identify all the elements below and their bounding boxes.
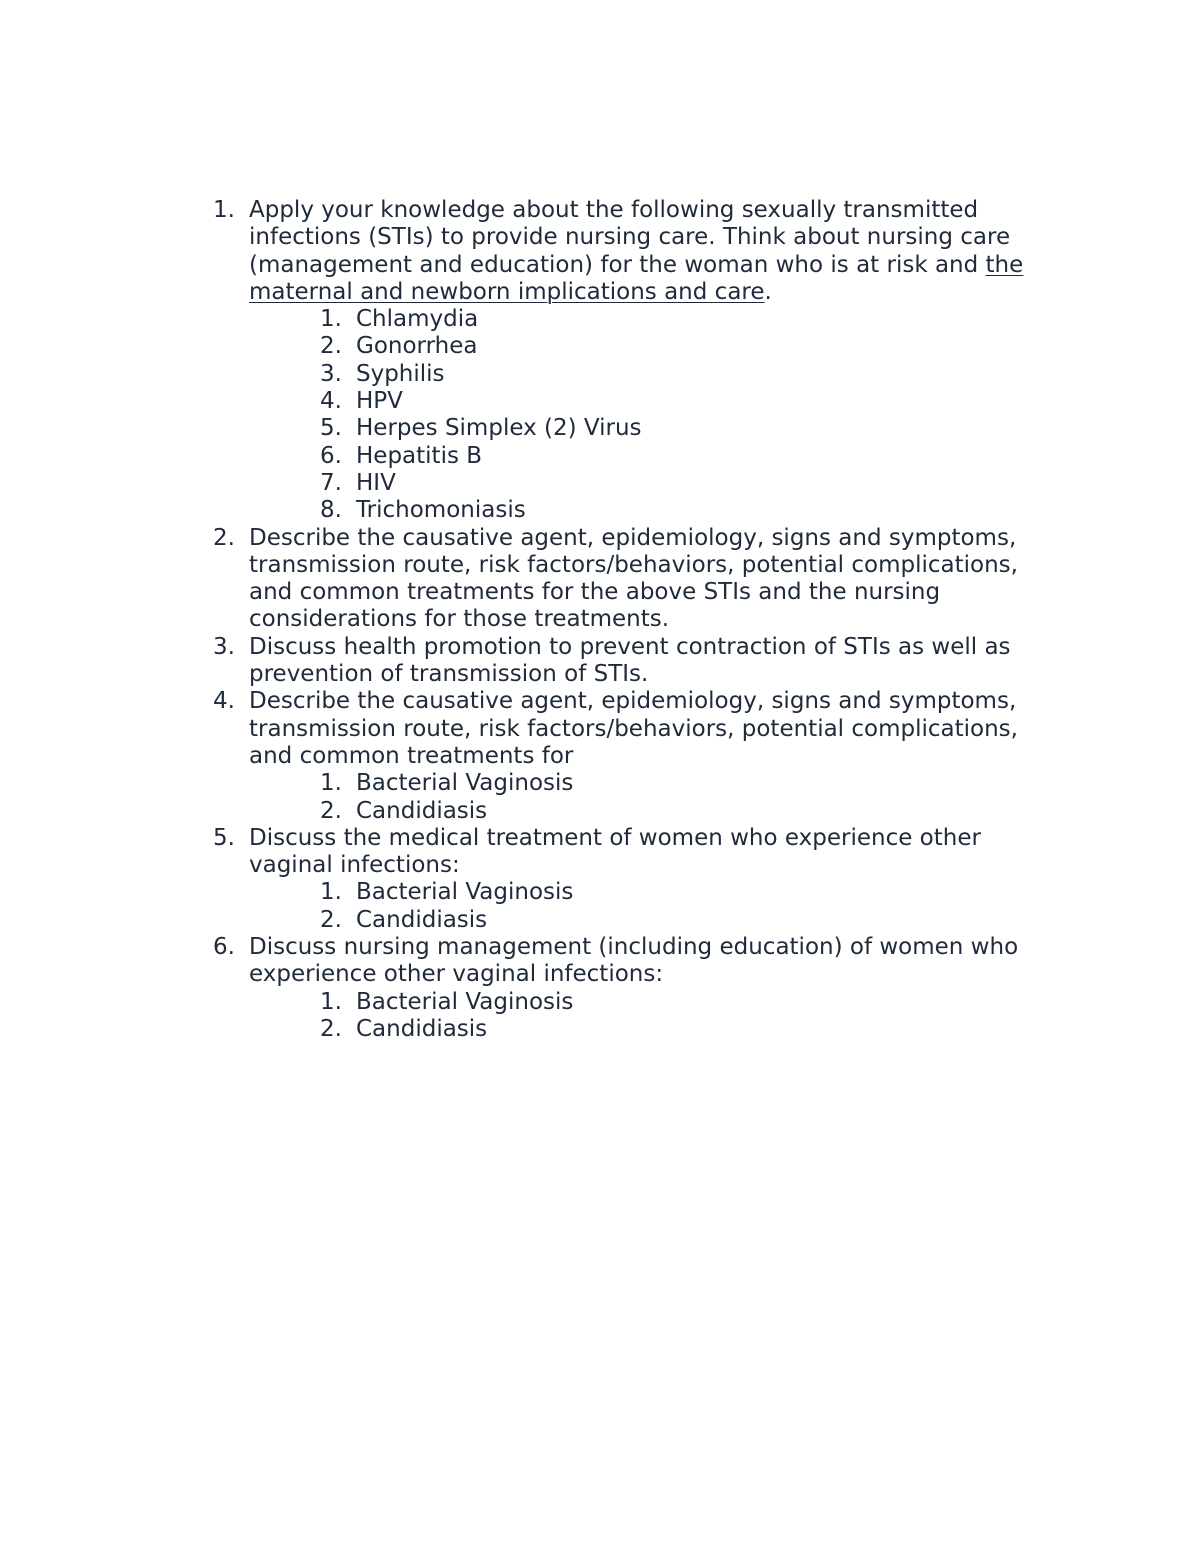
sub-list-item xyxy=(205,443,1065,470)
list-number: 1. xyxy=(320,879,342,906)
sub-list-item xyxy=(205,470,1065,497)
sub-item-text: Bacterial Vaginosis xyxy=(356,770,574,797)
item-text: Apply your knowledge about the following sexually transmitted infections (STIs) to provide nursing care. Think about nursing care (management and education) for the woman who is at risk and xyxy=(249,197,1011,278)
sub-item-text: HIV xyxy=(356,469,396,496)
list-number: 2. xyxy=(320,797,342,824)
underlined-text: the maternal and newborn implications and care xyxy=(249,251,1024,305)
list-number: 1. xyxy=(320,770,342,797)
sub-list-item xyxy=(205,306,1065,333)
list-number: 1. xyxy=(320,306,342,333)
list-number: 3. xyxy=(213,633,235,660)
sub-list-item xyxy=(205,333,1065,360)
sub-list-item xyxy=(205,1016,1065,1043)
sub-list-item xyxy=(205,497,1065,524)
sub-list-item xyxy=(205,798,1065,825)
list-number: 2. xyxy=(320,1015,342,1042)
item-text-end: . xyxy=(764,278,772,305)
list-number: 6. xyxy=(320,442,342,469)
item-text: Discuss health promotion to prevent contraction of STIs as well as prevention of transmission of STIs. xyxy=(249,633,1011,688)
list-number: 5. xyxy=(320,415,342,442)
sub-list-item xyxy=(205,989,1065,1016)
list-item xyxy=(205,825,1065,880)
sub-list-item xyxy=(205,907,1065,934)
sub-item-text: HPV xyxy=(356,388,403,415)
sub-item-text: Trichomoniasis xyxy=(356,497,526,524)
list-number: 5. xyxy=(213,824,235,851)
list-number: 2. xyxy=(320,906,342,933)
list-item xyxy=(205,525,1065,634)
list-number: 2. xyxy=(213,524,235,551)
list-item xyxy=(205,688,1065,770)
sub-list-item xyxy=(205,879,1065,906)
list-item xyxy=(205,634,1065,689)
list-item xyxy=(205,934,1065,989)
sub-item-text: Herpes Simplex (2) Virus xyxy=(356,415,642,442)
item-text: Describe the causative agent, epidemiology, signs and symptoms, transmission route, risk factors/behaviors, potential complications, and common treatments for the above STIs and the nursing considerations for those treatments. xyxy=(249,524,1018,633)
item-text: Discuss nursing management (including education) of women who experience other vaginal infections: xyxy=(249,934,1019,988)
list-number: 4. xyxy=(213,688,235,715)
sub-item-text: Chlamydia xyxy=(356,306,479,333)
list-number: 3. xyxy=(320,360,342,387)
sub-item-text: Bacterial Vaginosis xyxy=(356,879,574,906)
sub-item-text: Candidiasis xyxy=(356,906,488,933)
sub-item-text: Bacterial Vaginosis xyxy=(356,988,574,1015)
list-item xyxy=(205,197,1065,306)
list-number: 8. xyxy=(320,497,342,524)
sub-item-text: Candidiasis xyxy=(356,1015,488,1042)
item-text: Describe the causative agent, epidemiology, signs and symptoms, transmission route, risk factors/behaviors, potential complications, and common treatments for xyxy=(249,688,1018,769)
list-number: 1. xyxy=(213,197,235,223)
sub-list-item xyxy=(205,770,1065,797)
list-number: 1. xyxy=(320,988,342,1015)
list-number: 4. xyxy=(320,388,342,415)
list-number: 6. xyxy=(213,934,235,961)
sub-list-item xyxy=(205,361,1065,388)
sub-item-text: Gonorrhea xyxy=(356,333,478,360)
list-number: 7. xyxy=(320,469,342,496)
list-number: 2. xyxy=(320,333,342,360)
sub-list-item xyxy=(205,388,1065,415)
sub-item-text: Hepatitis B xyxy=(356,442,483,469)
numbered-list xyxy=(205,197,1065,1043)
sub-list-item xyxy=(205,415,1065,442)
sub-item-text: Syphilis xyxy=(356,360,445,387)
sub-item-text: Candidiasis xyxy=(356,797,488,824)
item-text: Discuss the medical treatment of women who experience other vaginal infections: xyxy=(249,824,981,879)
